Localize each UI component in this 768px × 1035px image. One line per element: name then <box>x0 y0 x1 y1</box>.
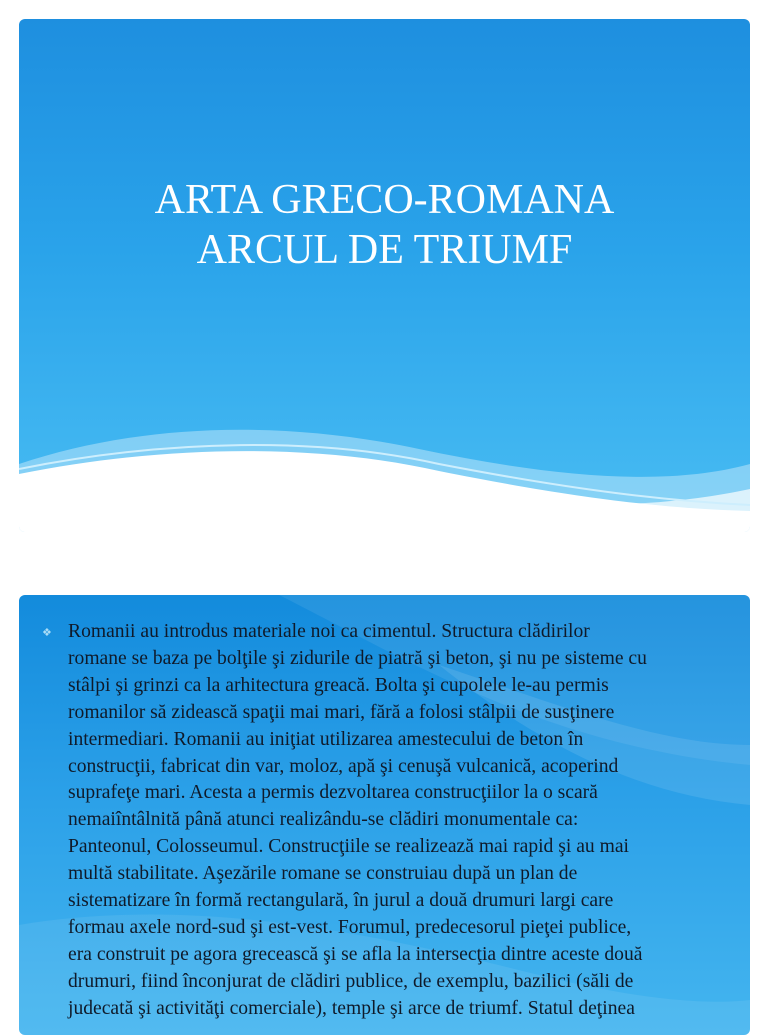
paragraph-line: romane se baza pe bolţile şi zidurile de piatră şi beton, şi nu pe sisteme cu <box>68 647 647 669</box>
paragraph-line: construcţii, fabricat din var, moloz, apă şi cenuşă vulcanică, acoperind <box>68 755 619 777</box>
wave-decoration <box>19 19 750 532</box>
title-line-1: ARTA GRECO-ROMANA <box>154 177 615 223</box>
bullet-icon: ❖ <box>42 627 52 639</box>
paragraph-line: sistematizare în formă rectangulară, în jurul a două drumuri largi care <box>68 890 614 912</box>
paragraph-line: suprafeţe mari. Acesta a permis dezvoltarea construcţiilor la o scară <box>68 782 598 804</box>
slide-title <box>19 175 750 275</box>
paragraph-line: multă stabilitate. Aşezările romane se construiau după un plan de <box>68 863 578 885</box>
paragraph-line: romanilor să zidească spaţii mai mari, fără a folosi stâlpii de susţinere <box>68 701 615 723</box>
paragraph-line: intermediari. Romanii au iniţiat utilizarea amestecului de beton în <box>68 728 584 750</box>
paragraph-line: nemaiîntâlnită până atunci realizându-se clădiri monumentale ca: <box>68 809 579 831</box>
content-slide <box>19 595 750 1035</box>
body-paragraph <box>68 619 740 1023</box>
paragraph-line: judecată şi activităţi comerciale), temple şi arce de triumf. Statul deţinea <box>68 997 635 1019</box>
paragraph-line: formau axele nord-sud şi est-vest. Forumul, predecesorul pieţei publice, <box>68 916 632 938</box>
paragraph-line: drumuri, fiind înconjurat de clădiri publice, de exemplu, bazilici (săli de <box>68 970 634 992</box>
paragraph-line: Panteonul, Colosseumul. Construcţiile se realizează mai rapid şi au mai <box>68 836 629 858</box>
title-slide <box>19 19 750 532</box>
paragraph-line: stâlpi şi grinzi ca la arhitectura greacă. Bolta şi cupolele le-au permis <box>68 674 609 696</box>
paragraph-line: era construit pe agora grecească şi se afla la intersecţia dintre aceste două <box>68 943 643 965</box>
paragraph-line: Romanii au introdus materiale noi ca cimentul. Structura clădirilor <box>68 621 590 642</box>
title-line-2: ARCUL DE TRIUMF <box>196 227 573 273</box>
